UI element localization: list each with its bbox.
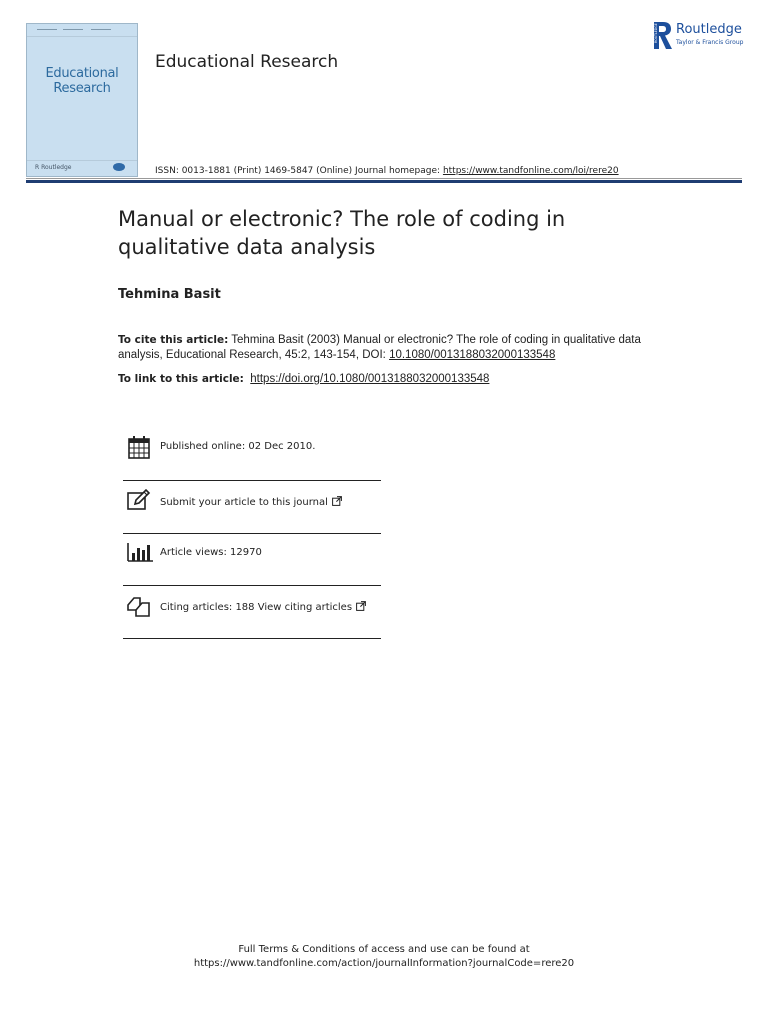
terms-footer	[0, 943, 768, 971]
issn-text: ISSN: 0013-1881 (Print) 1469-5847 (Online) Journal homepage:	[155, 166, 441, 176]
published-date: Published online: 02 Dec 2010.	[160, 441, 316, 452]
cite-label: To cite this article:	[118, 334, 229, 346]
article-views: Article views: 12970	[160, 547, 262, 558]
journal-cover-image	[26, 23, 138, 177]
terms-text: Full Terms & Conditions of access and use can be found at	[238, 944, 530, 955]
cover-title-line2: Research	[53, 81, 111, 96]
cover-title	[27, 66, 137, 96]
publisher-group: Taylor & Francis Group	[676, 39, 744, 46]
article-link-line	[118, 373, 489, 385]
citation-block	[118, 333, 678, 363]
citing-articles-label: Citing articles: 188 View citing articles	[160, 602, 353, 613]
header-rule-thick	[26, 180, 742, 183]
terms-url[interactable]: https://www.tandfonline.com/action/journalInformation?journalCode=rere20	[193, 958, 575, 969]
views-row	[123, 534, 381, 586]
article-author: Tehmina Basit	[118, 287, 221, 302]
citing-row[interactable]	[123, 586, 381, 639]
cover-footer-strip	[27, 160, 137, 176]
submit-row[interactable]	[123, 481, 381, 534]
cover-badge-icon	[113, 163, 125, 171]
published-row	[123, 428, 381, 481]
doi-link[interactable]: 10.1080/0013188032000133548	[389, 349, 556, 361]
submit-article-label: Submit your article to this journal	[160, 497, 328, 508]
issn-line	[155, 166, 619, 176]
journal-homepage-link[interactable]: https://www.tandfonline.com/loi/rere20	[442, 166, 619, 176]
routledge-r-icon	[652, 21, 674, 51]
citing-articles-icon	[127, 596, 151, 618]
publisher-name: Routledge	[676, 22, 742, 37]
article-metrics-list	[123, 428, 381, 639]
cover-publisher-mark: R Routledge	[35, 164, 72, 171]
cover-header-strip	[27, 24, 137, 37]
cover-title-line1: Educational	[45, 66, 119, 81]
cite-text: Tehmina Basit (2003) Manual or electronic? The role of coding in qualitative data analysis, Educational Research, 45:2, 143-154, DOI:	[118, 334, 641, 361]
bar-chart-icon	[127, 542, 153, 562]
citing-articles-link[interactable]	[160, 601, 366, 613]
link-label: To link to this article:	[118, 373, 244, 385]
header-rule-thin	[26, 178, 742, 179]
journal-title: Educational Research	[155, 52, 339, 72]
calendar-icon	[127, 435, 151, 460]
external-link-icon	[332, 496, 342, 506]
edit-pencil-icon	[127, 489, 151, 511]
routledge-logo[interactable]	[652, 20, 752, 52]
article-title: Manual or electronic? The role of coding in qualitative data analysis	[118, 207, 566, 259]
external-link-icon	[356, 601, 366, 611]
submit-article-link[interactable]	[160, 496, 342, 508]
routledge-side-text: ROUTLEDGE	[654, 23, 658, 43]
article-doi-url-link[interactable]: https://doi.org/10.1080/0013188032000133548	[250, 373, 490, 385]
